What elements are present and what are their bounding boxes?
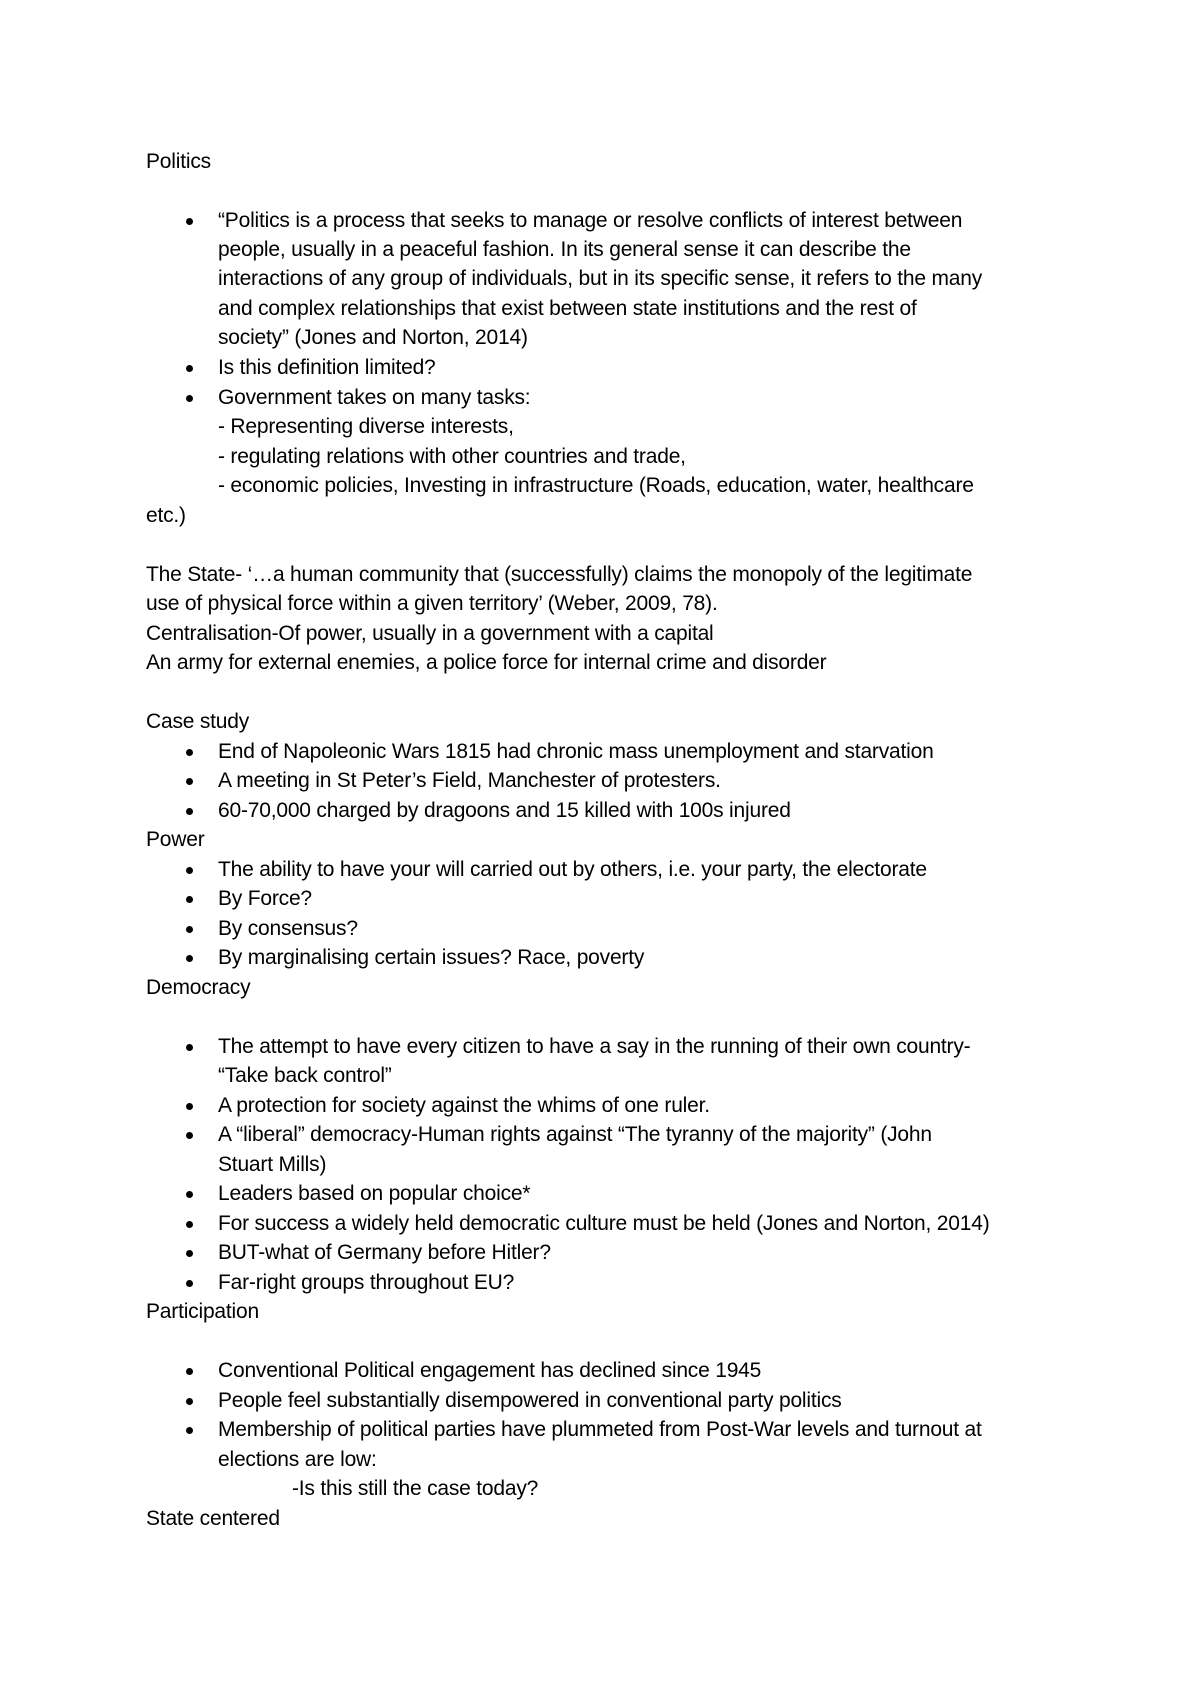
bullet-icon <box>186 896 193 903</box>
bullet-icon <box>186 749 193 756</box>
bullet-icon <box>186 1191 193 1198</box>
task-item: - regulating relations with other countries and trade, <box>218 445 686 468</box>
participation-item-wrap: elections are low: <box>218 1448 377 1471</box>
power-item: By consensus? <box>218 917 358 940</box>
democracy-item: BUT-what of Germany before Hitler? <box>218 1241 551 1264</box>
bullet-icon <box>186 218 193 225</box>
politics-quote-line: people, usually in a peaceful fashion. In its general sense it can describe the <box>218 238 911 261</box>
power-item: By Force? <box>218 887 312 910</box>
bullet-icon <box>186 395 193 402</box>
bullet-icon <box>186 808 193 815</box>
section-heading-democracy: Democracy <box>146 976 251 999</box>
participation-item: People feel substantially disempowered in conventional party politics <box>218 1389 842 1412</box>
bullet-icon <box>186 1427 193 1434</box>
centralisation-line: Centralisation-Of power, usually in a government with a capital <box>146 622 714 645</box>
state-definition-line: use of physical force within a given territory’ (Weber, 2009, 78). <box>146 592 718 615</box>
bullet-icon <box>186 778 193 785</box>
bullet-icon <box>186 365 193 372</box>
bullet-icon <box>186 867 193 874</box>
task-item: - economic policies, Investing in infrastructure (Roads, education, water, healthcare <box>218 474 974 497</box>
army-police-line: An army for external enemies, a police force for internal crime and disorder <box>146 651 827 674</box>
democracy-item: The attempt to have every citizen to have a say in the running of their own country- <box>218 1035 971 1058</box>
case-study-item: A meeting in St Peter’s Field, Manchester of protesters. <box>218 769 721 792</box>
politics-question: Is this definition limited? <box>218 356 436 379</box>
democracy-item: For success a widely held democratic culture must be held (Jones and Norton, 2014) <box>218 1212 990 1235</box>
politics-quote-line: interactions of any group of individuals, but in its specific sense, it refers to the many <box>218 267 983 290</box>
participation-item: Conventional Political engagement has declined since 1945 <box>218 1359 762 1382</box>
task-item: - Representing diverse interests, <box>218 415 514 438</box>
case-study-item: 60-70,000 charged by dragoons and 15 killed with 100s injured <box>218 799 791 822</box>
bullet-icon <box>186 1368 193 1375</box>
power-item: The ability to have your will carried out by others, i.e. your party, the electorate <box>218 858 927 881</box>
bullet-icon <box>186 955 193 962</box>
state-definition-line: The State- ‘…a human community that (successfully) claims the monopoly of the legitimate <box>146 563 973 586</box>
bullet-icon <box>186 1398 193 1405</box>
politics-quote-line: “Politics is a process that seeks to manage or resolve conflicts of interest between <box>218 209 963 232</box>
democracy-item-wrap: “Take back control” <box>218 1064 392 1087</box>
section-heading-participation: Participation <box>146 1300 259 1323</box>
democracy-item: Far-right groups throughout EU? <box>218 1271 515 1294</box>
task-item-wrap: etc.) <box>146 504 186 527</box>
bullet-icon <box>186 926 193 933</box>
bullet-icon <box>186 1044 193 1051</box>
democracy-item: A “liberal” democracy-Human rights against “The tyranny of the majority” (John <box>218 1123 932 1146</box>
politics-quote-line: society” (Jones and Norton, 2014) <box>218 326 528 349</box>
section-heading-state-centered: State centered <box>146 1507 280 1530</box>
participation-item: Membership of political parties have plummeted from Post-War levels and turnout at <box>218 1418 982 1441</box>
politics-quote-line: and complex relationships that exist between state institutions and the rest of <box>218 297 917 320</box>
case-study-item: End of Napoleonic Wars 1815 had chronic mass unemployment and starvation <box>218 740 934 763</box>
bullet-icon <box>186 1103 193 1110</box>
bullet-icon <box>186 1250 193 1257</box>
section-heading-power: Power <box>146 828 205 851</box>
bullet-icon <box>186 1221 193 1228</box>
democracy-item-wrap: Stuart Mills) <box>218 1153 327 1176</box>
democracy-item: Leaders based on popular choice* <box>218 1182 531 1205</box>
section-heading-politics: Politics <box>146 150 211 173</box>
bullet-icon <box>186 1132 193 1139</box>
participation-sub-question: -Is this still the case today? <box>292 1477 539 1500</box>
power-item: By marginalising certain issues? Race, poverty <box>218 946 645 969</box>
tasks-intro: Government takes on many tasks: <box>218 386 531 409</box>
bullet-icon <box>186 1280 193 1287</box>
democracy-item: A protection for society against the whims of one ruler. <box>218 1094 710 1117</box>
section-heading-case-study: Case study <box>146 710 250 733</box>
